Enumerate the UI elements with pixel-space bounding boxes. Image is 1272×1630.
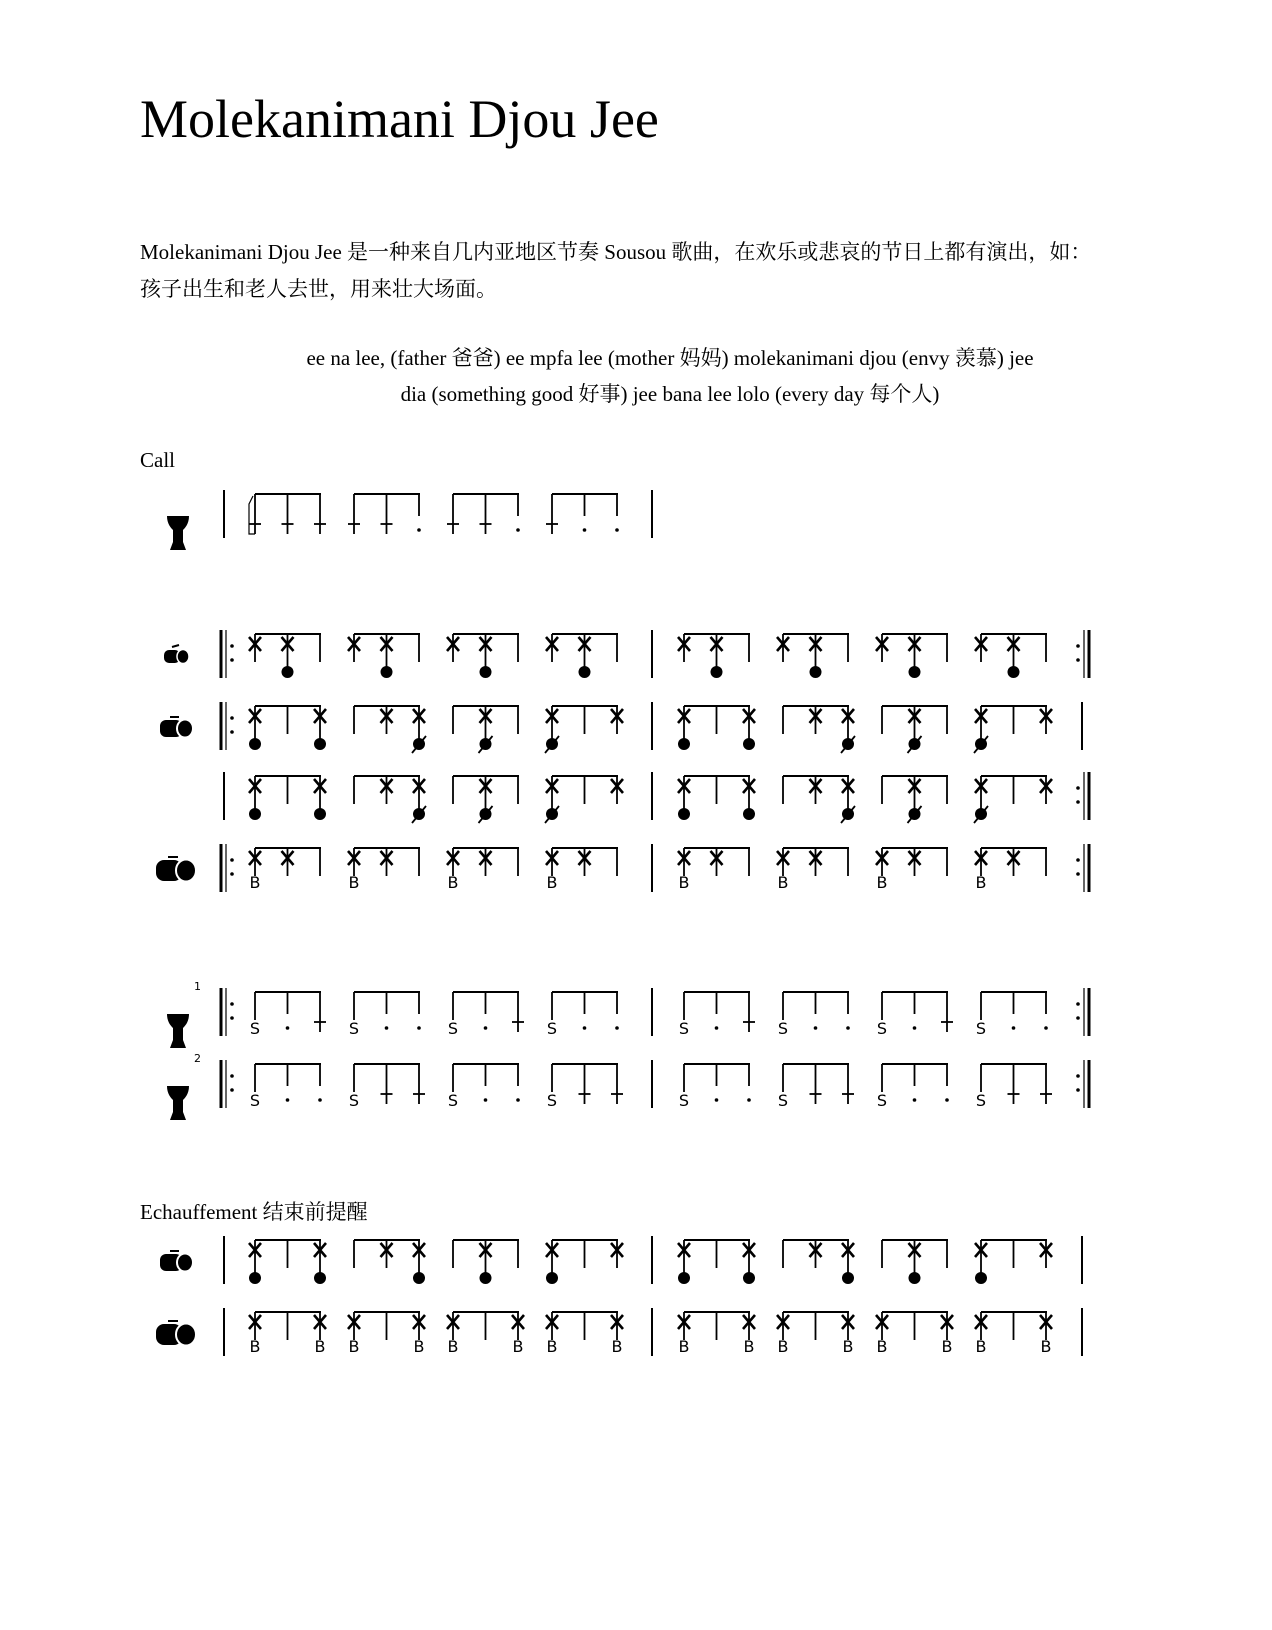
note-t <box>743 992 755 1032</box>
note-rest <box>417 494 421 532</box>
staff-row-sangban-a <box>160 702 1082 753</box>
note-xo <box>282 634 294 678</box>
sangban-icon <box>160 717 193 738</box>
staff-row-sangban-b <box>224 772 1089 823</box>
voice-number: 2 <box>194 1052 201 1065</box>
note-xb <box>413 1312 425 1356</box>
svg-text:B: B <box>743 1337 755 1356</box>
note-t <box>480 494 492 534</box>
svg-text:B: B <box>447 1337 459 1356</box>
note-s <box>877 1064 887 1110</box>
note-x <box>810 776 822 804</box>
note-t <box>611 1064 623 1104</box>
page-title: Molekanimani Djou Jee <box>140 89 659 149</box>
note-s <box>250 992 260 1038</box>
section-label-call: Call <box>140 448 175 472</box>
note-xm <box>974 706 988 753</box>
note-xb <box>546 1312 558 1356</box>
note-t <box>381 1064 393 1104</box>
note-s <box>349 1064 359 1110</box>
note-t <box>842 1064 854 1104</box>
note-x <box>611 706 623 734</box>
note-xo <box>249 706 261 750</box>
section-label-echauffement: Echauffement 结束前提醒 <box>140 1200 368 1224</box>
note-t <box>941 992 953 1032</box>
staff-row-ech-doundoun <box>156 1308 1082 1356</box>
svg-text:B: B <box>348 873 360 892</box>
note-xo <box>743 776 755 820</box>
note-xb <box>611 1312 623 1356</box>
svg-text:B: B <box>1040 1337 1052 1356</box>
note-x <box>381 848 393 876</box>
svg-text:S: S <box>249 1019 261 1038</box>
staff-row-djembe-2 <box>167 1052 1089 1120</box>
note-s <box>448 1064 458 1110</box>
note-xo <box>249 776 261 820</box>
note-x <box>810 1240 822 1268</box>
note-xo <box>314 776 326 820</box>
note-x <box>1040 776 1052 804</box>
note-xb <box>876 1312 888 1356</box>
note-t <box>512 992 524 1032</box>
note-xb <box>777 848 789 892</box>
note-xb <box>1040 1312 1052 1356</box>
note-xb <box>249 848 261 892</box>
note-rest <box>945 1064 949 1102</box>
note-rest <box>484 1064 488 1102</box>
note-xo <box>579 634 591 678</box>
note-xb <box>941 1312 953 1356</box>
staff-row-call-djembe <box>167 490 652 550</box>
note-rest <box>715 992 719 1030</box>
note-rest <box>615 494 619 532</box>
note-x <box>678 634 690 662</box>
svg-text:S: S <box>546 1019 558 1038</box>
note-x <box>1040 1240 1052 1268</box>
note-xm <box>974 776 988 823</box>
note-s <box>679 992 689 1038</box>
note-xo <box>314 1240 326 1284</box>
svg-text:B: B <box>777 873 789 892</box>
note-rest <box>913 992 917 1030</box>
note-rest <box>1044 992 1048 1030</box>
note-x <box>1040 706 1052 734</box>
note-xb <box>678 848 690 892</box>
note-xb <box>975 848 987 892</box>
note-rest <box>385 992 389 1030</box>
svg-text:S: S <box>678 1091 690 1110</box>
note-x <box>611 1240 623 1268</box>
note-xm <box>908 776 922 823</box>
note-x <box>711 848 723 876</box>
note-x <box>975 634 987 662</box>
note-rest <box>484 992 488 1030</box>
svg-text:B: B <box>678 873 690 892</box>
intro-paragraph: Molekanimani Djou Jee 是一种来自几内亚地区节奏 Sousou 歌曲，在欢乐或悲哀的节日上都有演出，如：孩子出生和老人去世，用来壮大场面。 <box>140 240 1092 301</box>
note-x <box>381 776 393 804</box>
note-xo <box>975 1240 987 1284</box>
svg-text:B: B <box>842 1337 854 1356</box>
note-t <box>1040 1064 1052 1104</box>
staff-row-kenkeni <box>164 630 1089 678</box>
note-xo <box>909 1240 921 1284</box>
note-x <box>480 848 492 876</box>
svg-text:S: S <box>876 1019 888 1038</box>
svg-text:B: B <box>512 1337 524 1356</box>
svg-text:S: S <box>546 1091 558 1110</box>
note-t <box>579 1064 591 1104</box>
note-x <box>348 634 360 662</box>
note-s <box>778 1064 788 1110</box>
svg-text:S: S <box>348 1091 360 1110</box>
note-x <box>381 706 393 734</box>
kenkeni-icon <box>164 645 189 664</box>
note-rest <box>286 992 290 1030</box>
svg-text:B: B <box>876 1337 888 1356</box>
note-x <box>810 848 822 876</box>
note-xm <box>479 776 493 823</box>
note-rest <box>747 1064 751 1102</box>
note-xo <box>909 634 921 678</box>
svg-text:S: S <box>678 1019 690 1038</box>
note-t <box>810 1064 822 1104</box>
note-xo <box>711 634 723 678</box>
note-t <box>546 494 558 534</box>
svg-text:B: B <box>314 1337 326 1356</box>
svg-text:B: B <box>413 1337 425 1356</box>
note-x <box>249 634 261 662</box>
svg-text:B: B <box>249 1337 261 1356</box>
note-xo <box>743 706 755 750</box>
note-rest <box>318 1064 322 1102</box>
note-xm <box>479 706 493 753</box>
djembe-icon <box>167 1014 189 1048</box>
svg-text:S: S <box>348 1019 360 1038</box>
note-rest <box>814 992 818 1030</box>
note-xo <box>413 1240 425 1284</box>
note-x <box>546 634 558 662</box>
doundoun-icon <box>156 857 196 882</box>
staff-row-doundoun <box>156 844 1089 892</box>
note-xb <box>348 848 360 892</box>
note-t <box>314 992 326 1032</box>
note-xb <box>546 848 558 892</box>
svg-text:B: B <box>777 1337 789 1356</box>
voice-number: 1 <box>194 980 201 993</box>
note-s <box>547 1064 557 1110</box>
note-xo <box>546 1240 558 1284</box>
note-xo <box>678 1240 690 1284</box>
note-x <box>282 848 294 876</box>
staff-row-djembe-1 <box>167 980 1089 1048</box>
svg-text:S: S <box>777 1091 789 1110</box>
note-x <box>579 848 591 876</box>
note-rest <box>516 1064 520 1102</box>
note-rest <box>715 1064 719 1102</box>
svg-text:B: B <box>447 873 459 892</box>
note-x <box>777 634 789 662</box>
svg-text:B: B <box>546 873 558 892</box>
lyrics-line-2: dia (something good 好事) jee bana lee lolo (every day 每个人) <box>400 382 940 406</box>
note-s <box>448 992 458 1038</box>
note-xb <box>348 1312 360 1356</box>
note-xo <box>381 634 393 678</box>
note-xm <box>545 706 559 753</box>
note-xm <box>412 706 426 753</box>
lyrics-line-1: ee na lee, (father 爸爸) ee mpfa lee (mother 妈妈) molekanimani djou (envy 羡慕) jee <box>306 346 1034 370</box>
note-xb <box>512 1312 524 1356</box>
note-xo <box>678 776 690 820</box>
note-t <box>381 494 393 534</box>
djembe-icon <box>167 516 189 550</box>
svg-text:B: B <box>611 1337 623 1356</box>
note-rest <box>846 992 850 1030</box>
svg-text:B: B <box>876 873 888 892</box>
note-xb <box>447 1312 459 1356</box>
note-xb <box>447 848 459 892</box>
note-x <box>611 776 623 804</box>
doundoun-icon <box>156 1321 196 1346</box>
note-xb <box>249 1312 261 1356</box>
note-xo <box>480 634 492 678</box>
note-xo <box>678 706 690 750</box>
note-xo <box>810 634 822 678</box>
note-x <box>909 848 921 876</box>
note-x <box>810 706 822 734</box>
svg-text:S: S <box>876 1091 888 1110</box>
note-rest <box>583 992 587 1030</box>
note-xm <box>841 776 855 823</box>
staff-row-ech-sangban <box>160 1236 1082 1284</box>
note-t <box>282 494 294 534</box>
svg-text:B: B <box>941 1337 953 1356</box>
svg-text:B: B <box>249 873 261 892</box>
note-xb <box>777 1312 789 1356</box>
note-rest <box>615 992 619 1030</box>
note-rest <box>583 494 587 532</box>
note-s <box>547 992 557 1038</box>
note-s <box>250 1064 260 1110</box>
note-xo <box>480 1240 492 1284</box>
note-xb <box>842 1312 854 1356</box>
note-xo <box>743 1240 755 1284</box>
note-xo <box>842 1240 854 1284</box>
svg-text:S: S <box>777 1019 789 1038</box>
note-xb <box>876 848 888 892</box>
note-t <box>447 494 459 534</box>
note-t <box>413 1064 425 1104</box>
svg-text:B: B <box>348 1337 360 1356</box>
note-xb <box>314 1312 326 1356</box>
note-xm <box>412 776 426 823</box>
note-t <box>249 494 261 534</box>
note-x <box>381 1240 393 1268</box>
svg-text:B: B <box>678 1337 690 1356</box>
note-s <box>976 992 986 1038</box>
note-s <box>349 992 359 1038</box>
note-xo <box>314 706 326 750</box>
note-x <box>447 634 459 662</box>
note-xo <box>1008 634 1020 678</box>
note-s <box>877 992 887 1038</box>
sangban-icon <box>160 1251 193 1272</box>
note-s <box>679 1064 689 1110</box>
note-xm <box>545 776 559 823</box>
note-rest <box>286 1064 290 1102</box>
svg-text:S: S <box>975 1019 987 1038</box>
note-rest <box>417 992 421 1030</box>
note-s <box>976 1064 986 1110</box>
svg-text:B: B <box>975 873 987 892</box>
svg-text:S: S <box>249 1091 261 1110</box>
note-x <box>876 634 888 662</box>
note-x <box>1008 848 1020 876</box>
svg-text:S: S <box>447 1019 459 1038</box>
svg-text:S: S <box>975 1091 987 1110</box>
note-t <box>314 494 326 534</box>
note-xo <box>249 1240 261 1284</box>
note-rest <box>516 494 520 532</box>
note-xb <box>975 1312 987 1356</box>
note-t <box>1008 1064 1020 1104</box>
note-xm <box>841 706 855 753</box>
note-s <box>778 992 788 1038</box>
note-xb <box>743 1312 755 1356</box>
note-xb <box>678 1312 690 1356</box>
svg-text:B: B <box>975 1337 987 1356</box>
djembe-icon <box>167 1086 189 1120</box>
note-rest <box>1012 992 1016 1030</box>
note-rest <box>913 1064 917 1102</box>
svg-text:B: B <box>546 1337 558 1356</box>
svg-text:S: S <box>447 1091 459 1110</box>
note-t <box>348 494 360 534</box>
note-xm <box>908 706 922 753</box>
